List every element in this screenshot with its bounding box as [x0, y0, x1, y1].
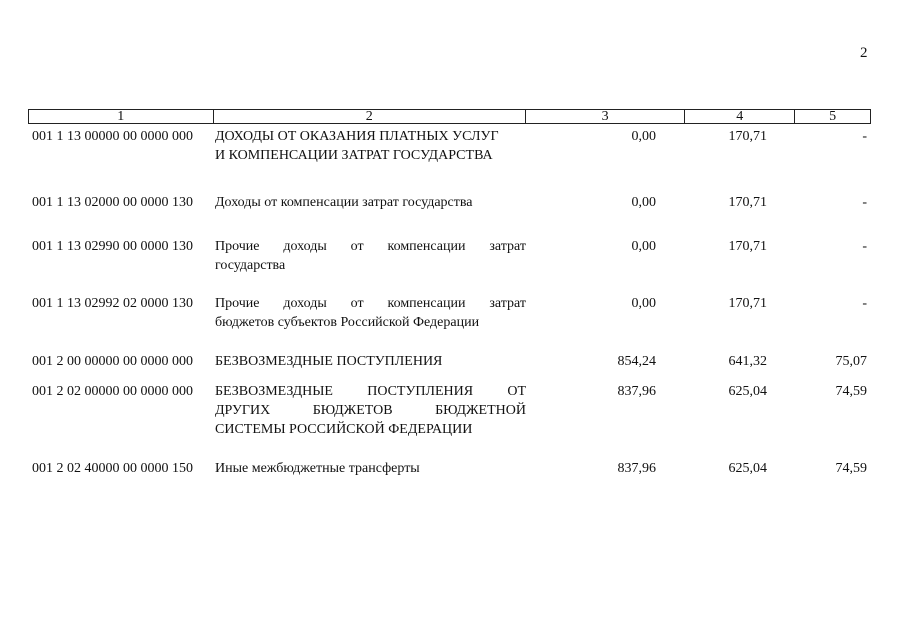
row-name-line: Доходы от компенсации затрат государства: [215, 195, 473, 210]
row-name-line: СИСТЕМЫ РОССИЙСКОЙ ФЕДЕРАЦИИ: [215, 422, 473, 437]
row-col-4: 625,04: [728, 384, 767, 399]
row-col-3: 837,96: [617, 384, 656, 399]
row-col-3: 0,00: [631, 129, 656, 144]
row-col-4: 625,04: [728, 461, 767, 476]
row-col-5: 74,59: [835, 461, 867, 476]
row-name: [215, 459, 526, 478]
header-col-1: 1: [29, 110, 214, 123]
row-col-4: 170,71: [728, 296, 767, 311]
row-col-5: -: [862, 195, 867, 210]
header-col-5: 5: [829, 109, 837, 124]
header-col-2: 2: [214, 110, 526, 123]
row-name-line: бюджетов субъектов Российской Федерации: [215, 315, 480, 330]
row-col-4: 641,32: [728, 354, 767, 369]
row-name-line: БЕЗВОЗМЕЗДНЫЕ ПОСТУПЛЕНИЯ: [215, 354, 443, 369]
row-code: 001 2 02 00000 00 0000 000: [32, 384, 193, 399]
row-name: [215, 193, 526, 212]
table-header: [28, 109, 871, 124]
row-col-5: 75,07: [835, 354, 867, 369]
row-col-4: 170,71: [728, 129, 767, 144]
row-col-3: 854,24: [617, 354, 656, 369]
row-code: 001 2 00 00000 00 0000 000: [32, 354, 193, 369]
row-name: [215, 237, 526, 275]
row-col-5: 74,59: [835, 384, 867, 399]
row-name-line: Прочие доходы от компенсации затрат: [215, 239, 526, 254]
row-name-line: ДОХОДЫ ОТ ОКАЗАНИЯ ПЛАТНЫХ УСЛУГ: [215, 129, 499, 144]
row-col-5: -: [862, 239, 867, 254]
row-code: 001 1 13 02990 00 0000 130: [32, 239, 193, 254]
row-name-line: государства: [215, 258, 286, 273]
header-col-3: 3: [526, 110, 686, 123]
row-col-3: 0,00: [631, 195, 656, 210]
row-col-3: 0,00: [631, 296, 656, 311]
row-code: 001 1 13 02000 00 0000 130: [32, 195, 193, 210]
row-name-line: ДРУГИХ БЮДЖЕТОВ БЮДЖЕТНОЙ: [215, 403, 526, 418]
row-name-line: БЕЗВОЗМЕЗДНЫЕ ПОСТУПЛЕНИЯ ОТ: [215, 384, 526, 399]
row-name-line: Прочие доходы от компенсации затрат: [215, 296, 526, 311]
row-name: [215, 382, 526, 439]
row-col-3: 837,96: [617, 461, 656, 476]
row-name-line: Иные межбюджетные трансферты: [215, 461, 420, 476]
row-col-3: 0,00: [631, 239, 656, 254]
row-col-4: 170,71: [728, 195, 767, 210]
row-col-4: 170,71: [728, 239, 767, 254]
page-number: 2: [860, 45, 868, 61]
row-code: 001 2 02 40000 00 0000 150: [32, 461, 193, 476]
row-code: 001 1 13 02992 02 0000 130: [32, 296, 193, 311]
header-col-4: 4: [685, 110, 795, 123]
row-name: [215, 127, 526, 165]
row-name: [215, 352, 526, 371]
row-col-5: -: [862, 129, 867, 144]
row-col-5: -: [862, 296, 867, 311]
row-name-line: И КОМПЕНСАЦИИ ЗАТРАТ ГОСУДАРСТВА: [215, 148, 493, 163]
row-code: 001 1 13 00000 00 0000 000: [32, 129, 193, 144]
row-name: [215, 294, 526, 332]
